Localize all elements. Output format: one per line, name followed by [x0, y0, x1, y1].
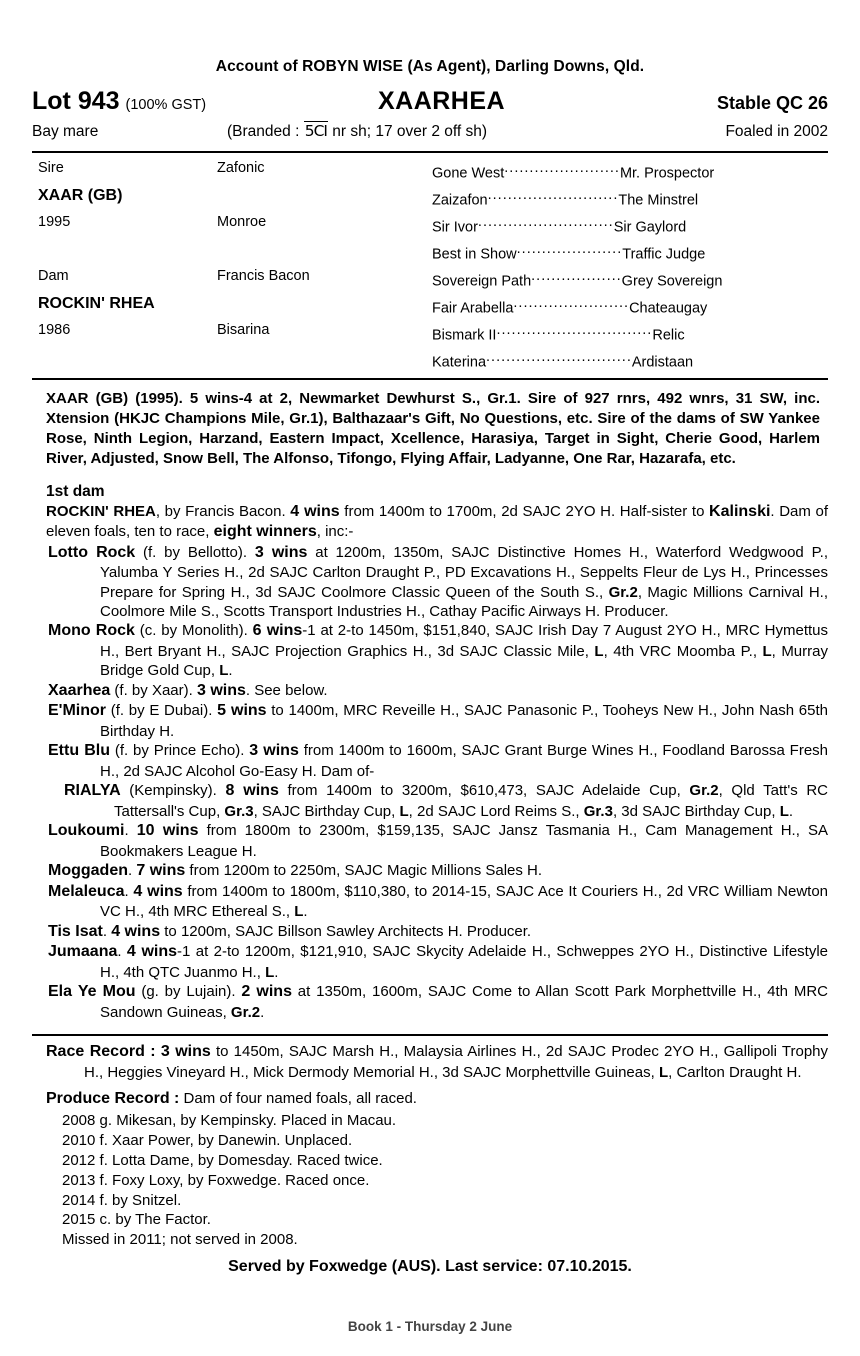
pedigree-row	[32, 265, 828, 292]
pedigree-sire3: Zaizafon	[432, 192, 488, 209]
branding-prefix: (Branded :	[227, 123, 300, 140]
pedigree-cell-generation1	[32, 238, 217, 265]
pedigree-cell-generation2	[217, 347, 432, 374]
pedigree-cell-generation3	[432, 211, 828, 238]
colour-sex: Bay mare	[32, 123, 99, 140]
pedigree-dam3: Chateaugay	[629, 300, 708, 317]
pedigree-cell-generation1: XAAR (GB)	[38, 186, 123, 204]
pedigree-cell-generation1: ROCKIN' RHEA	[38, 294, 155, 312]
pedigree-grid	[32, 157, 828, 374]
pedigree-sire3: Gone West	[432, 165, 505, 182]
foaled-year: Foaled in 2002	[725, 123, 828, 140]
branding-info	[227, 122, 725, 141]
produce-record-text: Dam of four named foals, all raced.	[183, 1089, 417, 1107]
pedigree-cell-generation1: 1986	[38, 322, 71, 339]
produce-item: Missed in 2011; not served in 2008.	[62, 1231, 298, 1249]
pedigree-cell-generation2: Bisarina	[217, 322, 270, 339]
pedigree-sire3: Katerina	[432, 354, 487, 371]
pedigree-cell-generation3	[432, 157, 828, 184]
pedigree-cell-generation2	[217, 292, 432, 319]
dot-leader: .......................	[504, 159, 620, 176]
pedigree-sire3: Bismark II	[432, 327, 497, 344]
pedigree-sire3: Fair Arabella	[432, 300, 514, 317]
dot-leader: .............................	[486, 349, 632, 366]
branding-suffix: nr sh; 17 over 2 off sh)	[332, 123, 488, 140]
pedigree-dam3: Grey Sovereign	[621, 273, 723, 290]
pedigree-dam3: Relic	[652, 327, 685, 344]
pedigree-row	[32, 320, 828, 347]
first-dam-intro: ROCKIN' RHEA, by Francis Bacon. 4 wins from 1400m to 1700m, 2d SAJC 2YO H. Half-sister to Kalinski. Dam of eleven foals, ten to race, eight winners, inc:-	[46, 502, 829, 541]
lot-header-row	[18, 87, 842, 116]
dot-leader: .......................	[513, 294, 630, 311]
pedigree-cell-generation2: Monroe	[217, 213, 267, 230]
progeny-list	[32, 543, 828, 1023]
progeny-entry: Mono Rock (c. by Monolith). 6 wins-1 at 2-to 1450m, $151,840, SAJC Irish Day 7 August 2YO H., MRC Hymettus H., Bert Bryant H., SAJC Projection Graphics H., 3d SAJC Classic Mile, L, 4th VRC Moomba P., L, Murray Bridge Gold Cup, L.	[48, 622, 828, 680]
pedigree-cell-generation1: Dam	[38, 267, 69, 284]
pedigree-cell-generation1: 1995	[38, 213, 71, 230]
pedigree-sire3: Best in Show	[432, 246, 517, 263]
pedigree-dam3: Mr. Prospector	[619, 165, 715, 182]
dot-leader: ..................	[531, 267, 622, 284]
pedigree-row	[32, 157, 828, 184]
pedigree-cell-generation2	[217, 238, 432, 265]
pedigree-cell-generation3	[432, 292, 828, 319]
progeny-entry: Ettu Blu (f. by Prince Echo). 3 wins from 1400m to 1600m, SAJC Grant Burge Wines H., Foodland Barossa Fresh H., 2d SAJC Alcohol Go-Easy H. Dam of-	[48, 742, 829, 780]
pedigree-cell-generation2: Francis Bacon	[217, 267, 310, 284]
pedigree-dam3: Sir Gaylord	[613, 219, 687, 236]
progeny-entry: Tis Isat. 4 wins to 1200m, SAJC Billson Sawley Architects H. Producer.	[48, 922, 532, 940]
produce-item: 2013 f. Foxy Loxy, by Foxwedge. Raced once.	[62, 1171, 370, 1189]
lot-number: Lot 943	[32, 87, 120, 115]
progeny-entry: Melaleuca. 4 wins from 1400m to 1800m, $110,380, to 2014-15, SAJC Ace It Couriers H., 2d VRC William Newton VC H., 4th MRC Ethereal S., L.	[48, 882, 829, 921]
produce-item: 2008 g. Mikesan, by Kempinsky. Placed in Macau.	[62, 1112, 397, 1130]
pedigree-row	[32, 211, 828, 238]
horse-name: XAARHEA	[377, 87, 506, 115]
stable-number: Stable QC 26	[716, 93, 828, 113]
first-dam-heading: 1st dam	[46, 482, 105, 500]
produce-record-label: Produce Record :	[46, 1089, 180, 1107]
race-record-text: 3 wins to 1450m, SAJC Marsh H., Malaysia Airlines H., 2d SAJC Prodec 2YO H., Gallipoli Trophy H., Heggies Vineyard H., Mick Dermody Memorial H., 3d SAJC Morphettville Guineas, L, Carlton Draught H.	[84, 1043, 829, 1082]
pedigree-row	[32, 292, 828, 319]
gst-note: (100% GST)	[125, 97, 207, 113]
progeny-entry: Ela Ye Mou (g. by Lujain). 2 wins at 1350m, 1600m, SAJC Come to Allan Scott Park Morphettville H., 4th MRC Sandown Guineas, Gr.2.	[48, 983, 828, 1022]
dot-leader: .....................	[516, 240, 623, 257]
produce-item: 2012 f. Lotta Dame, by Domesday. Raced twice.	[62, 1152, 383, 1170]
pedigree-cell-generation2: Zafonic	[217, 159, 265, 176]
pedigree-cell-generation3	[432, 347, 828, 374]
pedigree-cell-generation3	[432, 184, 828, 211]
produce-item: 2015 c. by The Factor.	[62, 1211, 211, 1229]
dot-leader: ...............................	[496, 322, 653, 339]
race-record	[32, 1042, 828, 1082]
pedigree-row	[32, 238, 828, 265]
progeny-entry: Lotto Rock (f. by Bellotto). 3 wins at 1200m, 1350m, SAJC Distinctive Homes H., Waterford Wedgwood P., Yalumba Y Series H., 2d SAJC Carlton Draught P., PD Excavations H., Seppelts Fleur de Lys H., Princesses Prepare for Spring H., 3d SAJC Coolmore Classic Queen of the South S., Gr.2, Magic Millions Carnival H., Coolmore Mile S., Scotts Transport Industries H., Cathay Pacific Airways H. Producer.	[48, 543, 829, 621]
produce-item: 2014 f. by Snitzel.	[62, 1191, 182, 1209]
produce-item: 2010 f. Xaar Power, by Danewin. Unplaced.	[62, 1132, 353, 1150]
pedigree-dam3: Traffic Judge	[622, 246, 706, 263]
brand-glyph: 5CI	[304, 122, 327, 140]
horse-description-row	[18, 122, 842, 141]
account-line: Account of ROBYN WISE (As Agent), Darling Downs, Qld.	[215, 58, 645, 75]
progeny-entry: Loukoumi. 10 wins from 1800m to 2300m, $159,135, SAJC Jansz Tasmania H., Cam Management H., SA Bookmakers League H.	[48, 822, 828, 860]
pedigree-cell-generation3	[432, 320, 828, 347]
dot-leader: ...........................	[477, 213, 614, 230]
pedigree-cell-generation2	[217, 184, 432, 211]
pedigree-row	[32, 184, 828, 211]
progeny-entry: Xaarhea (f. by Xaar). 3 wins. See below.	[48, 681, 328, 699]
progeny-entry: Jumaana. 4 wins-1 at 2-to 1200m, $121,910, SAJC Skycity Adelaide H., Schweppes 2YO H., Distinctive Lifestyle H., 4th QTC Juanmo H., L.	[48, 943, 829, 982]
pedigree-dam3: Ardistaan	[631, 354, 694, 371]
pedigree-sire3: Sovereign Path	[432, 273, 532, 290]
produce-items	[32, 1111, 828, 1250]
pedigree-cell-generation3	[432, 238, 828, 265]
progeny-entry: Moggaden. 7 wins from 1200m to 2250m, SAJC Magic Millions Sales H.	[48, 862, 543, 880]
page-footer: Book 1 - Thursday 2 June	[347, 1319, 513, 1334]
pedigree-cell-generation1: Sire	[38, 159, 64, 176]
produce-record	[32, 1089, 828, 1110]
pedigree-table	[32, 151, 828, 380]
pedigree-sire3: Sir Ivor	[432, 219, 478, 236]
pedigree-dam3: The Minstrel	[618, 192, 699, 209]
dot-leader: ..........................	[487, 186, 619, 203]
progeny-entry: E'Minor (f. by E Dubai). 5 wins to 1400m, MRC Reveille H., SAJC Panasonic P., Tooheys New H., John Nash 65th Birthday H.	[48, 702, 828, 740]
race-record-label: Race Record :	[46, 1043, 156, 1061]
service-note: Served by Foxwedge (AUS). Last service: 07.10.2015.	[228, 1258, 632, 1276]
progeny-entry: RIALYA (Kempinsky). 8 wins from 1400m to 3200m, $610,473, SAJC Adelaide Cup, Gr.2, Qld Tatt's RC Tattersall's Cup, Gr.3, SAJC Birthday Cup, L, 2d SAJC Lord Reims S., Gr.3, 3d SAJC Birthday Cup, L.	[64, 782, 829, 820]
sire-summary: XAAR (GB) (1995). 5 wins-4 at 2, Newmarket Dewhurst S., Gr.1. Sire of 927 rnrs, 492 wnrs, 31 SW, inc. Xtension (HKJC Champions Mile, Gr.1), Balthazaar's Gift, No Questions, etc. Sire of the dams of SW Yankee Rose, Ninth Legion, Harzand, Eastern Impact, Xcellence, Harasiya, Target in Sight, Cherie Good, Harlem River, Adjusted, Snow Bell, The Alfonso, Tifongo, Flying Affair, Ladyanne, One Rar, Hazarafa, etc.	[46, 389, 820, 467]
divider	[32, 1034, 828, 1036]
pedigree-cell-generation1	[32, 347, 217, 374]
pedigree-cell-generation3	[432, 265, 828, 292]
pedigree-row	[32, 347, 828, 374]
